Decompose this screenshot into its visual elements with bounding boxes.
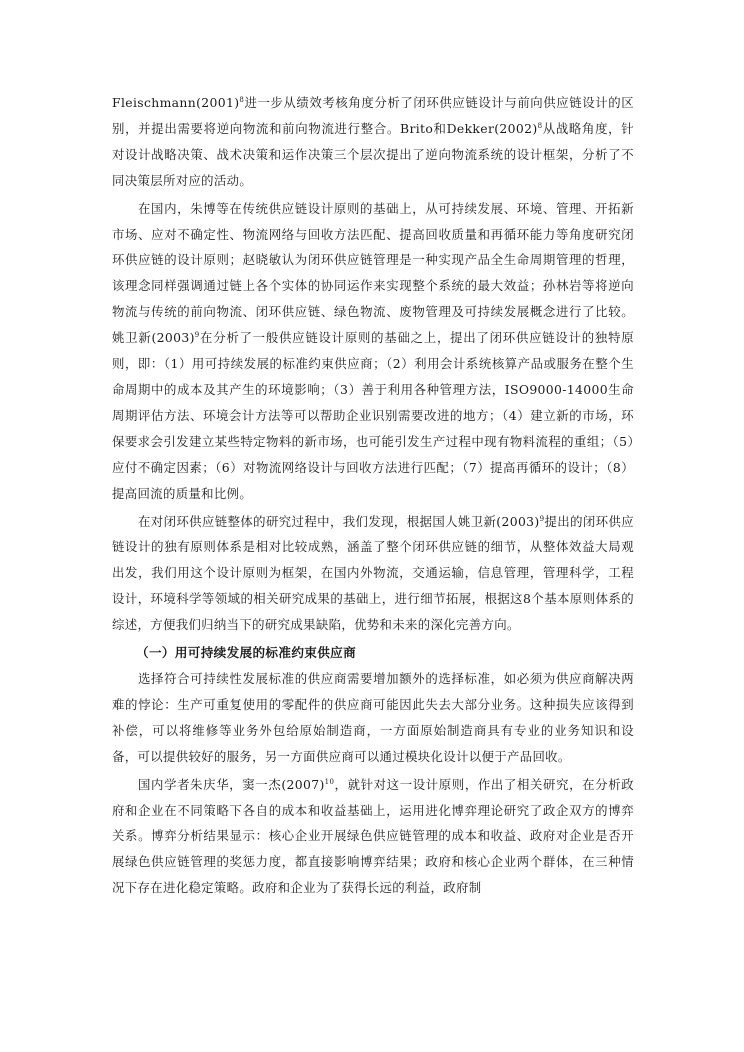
section-paragraph-2: [112, 772, 634, 902]
paragraph-1-text-c: 从战略角度，针对设计战略决策、战术决策和运作决策三个层次提出了逆向物流系统的设计框架，分析了不同决策层所对应的活动。: [112, 120, 635, 188]
paragraph-3-text-a: 在对闭环供应链整体的研究过程中，我们发现，根据国人姚卫新(2003): [138, 513, 540, 529]
document-page: [112, 90, 634, 903]
paragraph-2-text-b: 在分析了一般供应链设计原则的基础之上，提出了闭环供应链设计的独特原则，即：（1）用可持续发展的标准约束供应商；（2）利用会计系统核算产品或服务在整个生命周期中的成本及其产生的环境影响；（3）善于利用各种管理方法，ISO9000-14000生命周期评估方法、环境会计方法等可以帮助企业识别需要改进的地方；（4）建立新的市场，环保要求会引发建立某些特定物料的新市场，也可能引发生产过程中现有物料流程的重组；（5）应付不确定因素；（6）对物流网络设计与回收方法进行匹配；（7）提高再循环的设计；（8）提高回流的质量和比例。: [112, 330, 634, 501]
citation-ref: 10: [324, 777, 335, 786]
section-heading: （一）用可持续发展的标准约束供应商: [136, 645, 357, 661]
paragraph-3: [112, 509, 634, 639]
paragraph-3-text-b: 提出的闭环供应链设计的独有原则体系是相对比较成熟，涵盖了整个闭环供应链的细节，从整体效益大局观出发，我们用这个设计原则为框架，在国内外物流，交通运输，信息管理，管理科学，工程设计，环境科学等领域的相关研究成果的基础上，进行细节拓展，根据这8个基本原则体系的综述，方便我们归纳当下的研究成果缺陷，优势和未来的深化完善方向。: [112, 513, 634, 633]
paragraph-1-text-b: 进一步从绩效考核角度分析了闭环供应链设计与前向供应链设计的区别，并提出需要将逆向物流和前向物流进行整合。Brito和Dekker(2002): [112, 95, 634, 136]
paragraph-1: [112, 90, 634, 194]
section-paragraph-2-text-a: 国内学者朱庆华，窦一杰(2007): [138, 776, 325, 792]
paragraph-1-text-a: Fleischmann(2001): [112, 95, 240, 110]
citation-ref: 9: [539, 514, 545, 523]
section-paragraph-2-text-b: ，就针对这一设计原则，作出了相关研究，在分析政府和企业在不同策略下各自的成本和收益基础上，运用进化博弈理论研究了政企双方的博弈关系。博弈分析结果显示：核心企业开展绿色供应链管理的成本和收益、政府对企业是否开展绿色供应链管理的奖惩力度，都直接影响博弈结果；政府和核心企业两个群体，在三种情况下存在进化稳定策略。政府和企业为了获得长远的利益，政府制: [112, 776, 634, 896]
paragraph-2: [112, 196, 634, 507]
citation-ref: 8: [239, 95, 245, 104]
section-paragraph-1: 选择符合可持续性发展标准的供应商需要增加额外的选择标准，如必须为供应商解决两难的悖论：生产可重复使用的零配件的供应商可能因此失去大部分业务。这种损失应该得到补偿，可以将维修等业务外包给原始制造商，一方面原始制造商具有专业的业务知识和设备，可以提供较好的服务，另一方面供应商可以通过模块化设计以便于产品回收。: [112, 671, 634, 764]
citation-ref: 9: [194, 331, 200, 340]
citation-ref: 8: [537, 121, 543, 130]
paragraph-2-text-a: 在国内，朱博等在传统供应链设计原则的基础上，从可持续发展、环境、管理、开拓新市场、应对不确定性、物流网络与回收方法匹配、提高回收质量和再循环能力等角度研究闭环供应链的设计原则；赵晓敏认为闭环供应链管理是一种实现产品全生命周期管理的哲理，该理念同样强调通过链上各个实体的协同运作来实现整个系统的最大效益；孙林岩等将逆向物流与传统的前向物流、闭环供应链、绿色物流、废物管理及可持续发展概念进行了比较。姚卫新(2003): [112, 200, 634, 346]
